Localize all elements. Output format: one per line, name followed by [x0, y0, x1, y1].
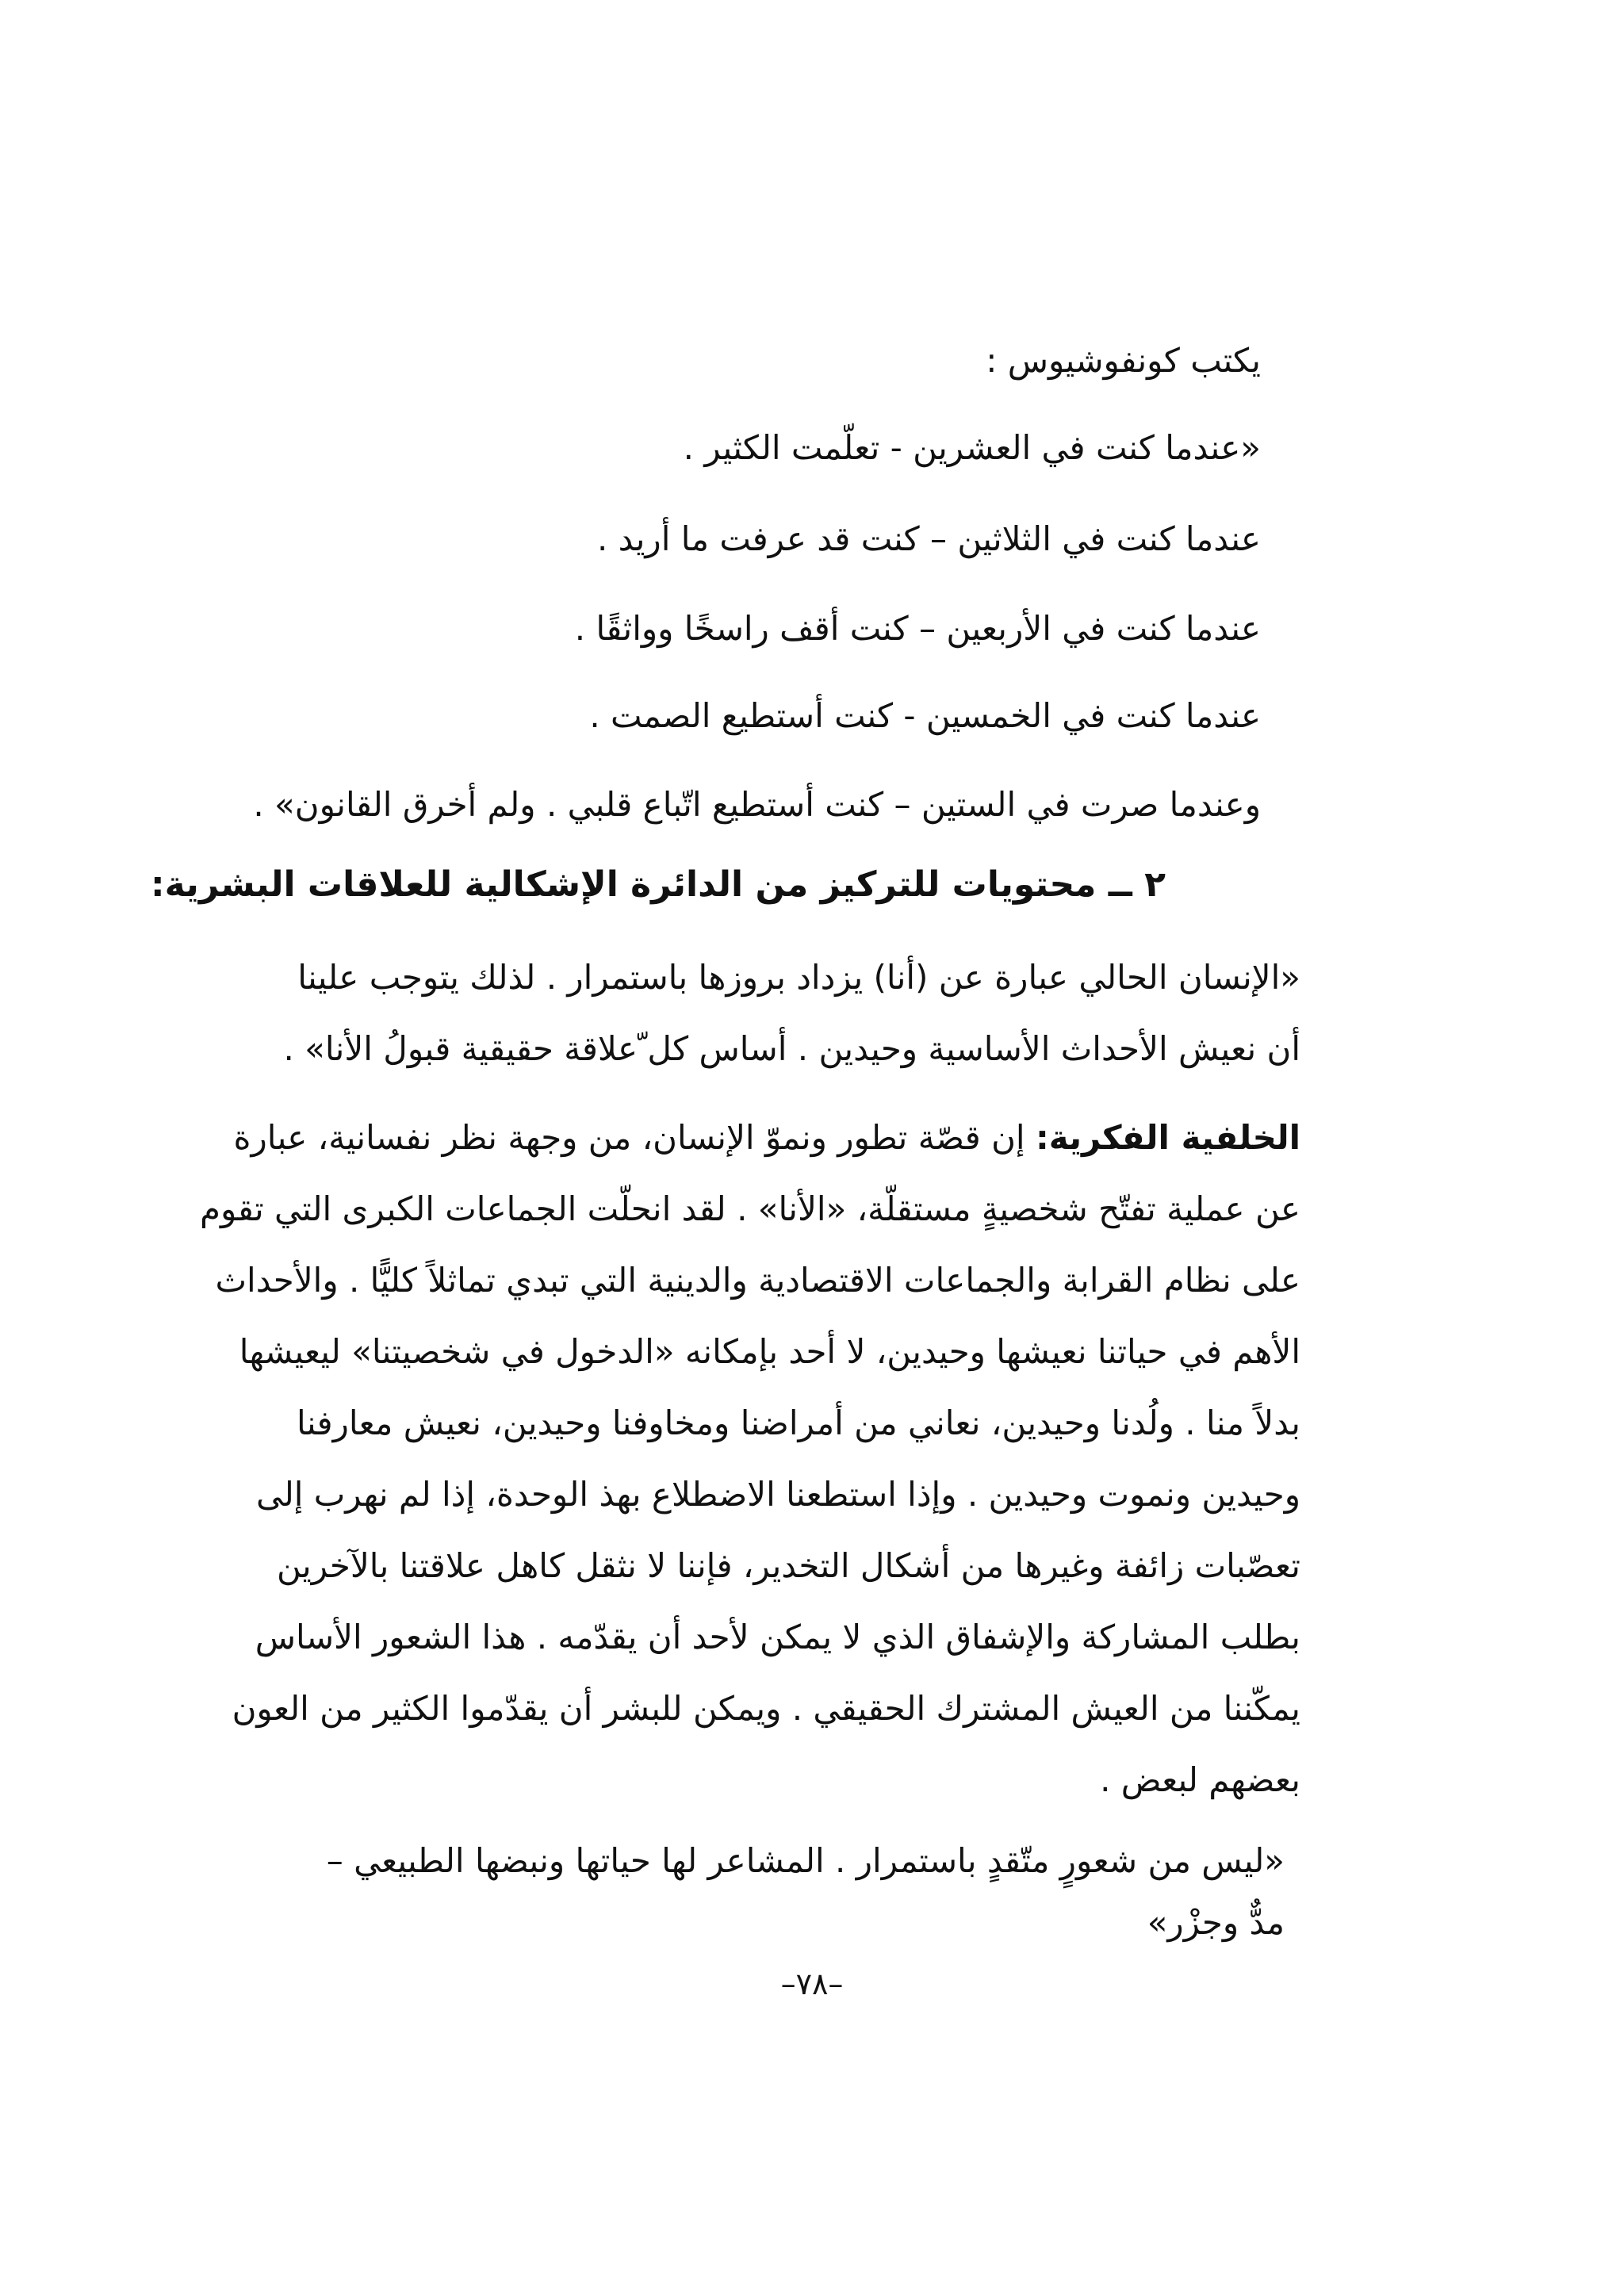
quote-line-text: «عندما كنت في العشرين - تعلّمت الكثير . [683, 428, 1261, 467]
section-heading-text: ٢ ــ محتويات للتركيز من الدائرة الإشكالية للعلاقات البشرية: [151, 864, 1166, 905]
paragraph-text: أن نعيش الأحداث الأساسية وحيدين . أساس كل ّعلاقة حقيقية قبولُ الأنا» . [283, 1029, 1300, 1068]
paragraph-text: بعضهم لبعض . [1100, 1760, 1300, 1799]
quote-line-text: عندما كنت في الخمسين - كنت أستطيع الصمت . [589, 696, 1261, 735]
paragraph-text: تعصّبات زائفة وغيرها من أشكال التخدير، فإننا لا نثقل كاهل علاقتنا بالآخرين [277, 1546, 1300, 1585]
paragraph-text: مدٌّ وجزْر» [1147, 1903, 1285, 1942]
paragraph-text: بطلب المشاركة والإشفاق الذي لا يمكن لأحد أن يقدّمه . هذا الشعور الأساس [255, 1618, 1300, 1656]
paragraph-text: على نظام القرابة والجماعات الاقتصادية والدينية التي تبدي تماثلاً كليًّا . والأحداث [215, 1261, 1300, 1300]
paragraph-3-line [262, 1903, 1285, 1943]
paragraph-1-line [262, 1029, 1300, 1069]
paragraph-text: يمكّننا من العيش المشترك الحقيقي . ويمكن للبشر أن يقدّموا الكثير من العون [232, 1689, 1300, 1728]
quote-line [262, 696, 1261, 736]
quote-intro: يكتب كونفوشيوس : [986, 341, 1261, 380]
page-number-text: –٧٨– [780, 1966, 844, 2001]
paragraph-2-line [262, 1403, 1300, 1443]
paragraph-2-line [232, 1689, 1300, 1729]
quote-line [262, 609, 1261, 649]
quote-line-text: عندما كنت في الأربعين – كنت أقف راسخًا وواثقًا . [574, 609, 1261, 648]
quote-line [253, 785, 1261, 825]
paragraph-2-line [215, 1261, 1300, 1300]
quote-line [262, 428, 1261, 468]
paragraph-2-line [233, 1118, 1300, 1158]
paragraph-text: «الإنسان الحالي عبارة عن (أنا) يزداد بروزها باستمرار . لذلك يتوجب علينا [297, 958, 1300, 997]
paragraph-text: عن عملية تفتّح شخصيةٍ مستقلّة، «الأنا» . لقد انحلّت الجماعات الكبرى التي تقوم [200, 1189, 1300, 1228]
paragraph-2-line [262, 1546, 1300, 1586]
paragraph-text: وحيدين ونموت وحيدين . وإذا استطعنا الاضطلاع بهذ الوحدة، إذا لم نهرب إلى [255, 1475, 1300, 1514]
paragraph-text: بدلاً منا . ولُدنا وحيدين، نعاني من أمراضنا ومخاوفنا وحيدين، نعيش معارفنا [297, 1403, 1300, 1442]
quote-line [262, 519, 1261, 559]
page-number [0, 1966, 1624, 2001]
paragraph-lead: الخلفية الفكرية: [1035, 1118, 1300, 1157]
paragraph-2-line [200, 1189, 1300, 1229]
section-heading [151, 864, 1166, 906]
paragraph-text: إن قصّة تطور ونموّ الإنسان، من وجهة نظر نفسانية، عبارة [233, 1118, 1025, 1157]
paragraph-2-line [239, 1332, 1300, 1372]
quote-line-text: وعندما صرت في الستين – كنت أستطيع اتّباع قلبي . ولم أخرق القانون» . [253, 785, 1261, 824]
quote-line-text: عندما كنت في الثلاثين – كنت قد عرفت ما أريد . [596, 519, 1261, 558]
paragraph-3-line [262, 1841, 1285, 1881]
paragraph-text: «ليس من شعورٍ متّقدٍ باستمرار . المشاعر لها حياتها ونبضها الطبيعي – [326, 1841, 1285, 1880]
paragraph-1-line [262, 958, 1300, 998]
paragraph-2-line [255, 1475, 1300, 1515]
paragraph-text: الأهم في حياتنا نعيشها وحيدين، لا أحد بإمكانه «الدخول في شخصيتنا» ليعيشها [239, 1332, 1300, 1371]
quote-intro-line [262, 341, 1261, 381]
paragraph-2-line [262, 1760, 1300, 1800]
paragraph-2-line [255, 1618, 1300, 1657]
